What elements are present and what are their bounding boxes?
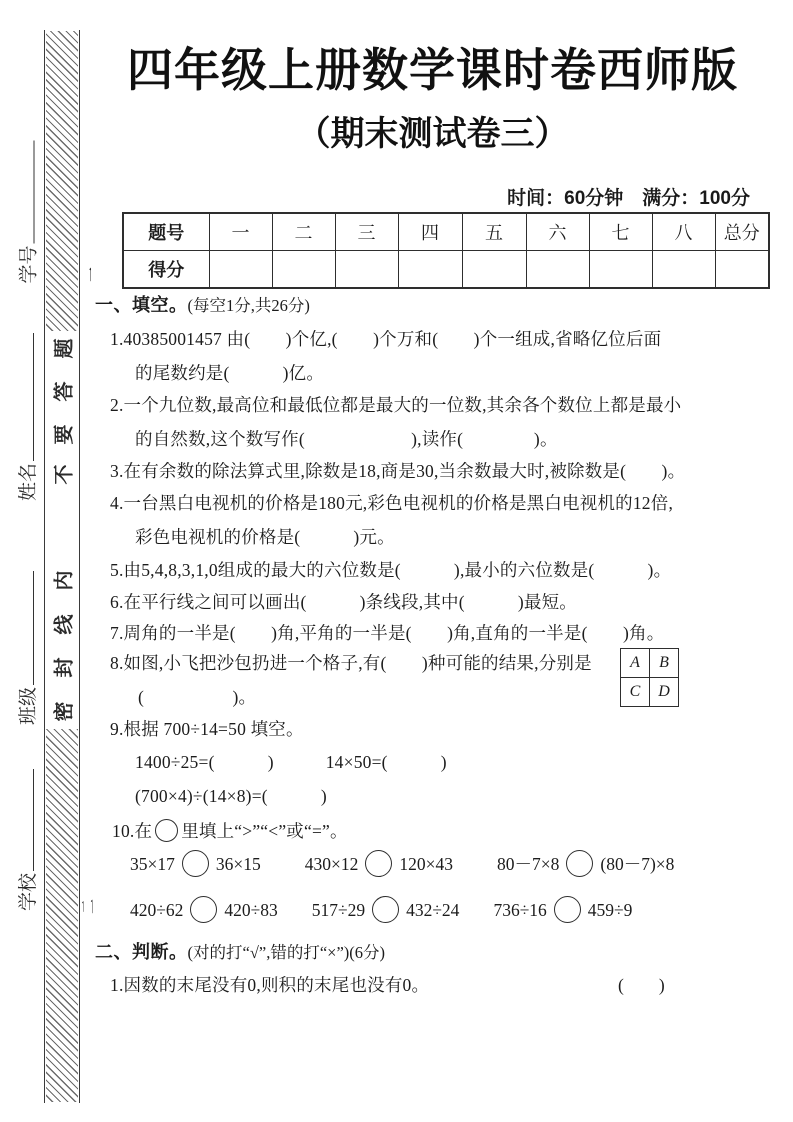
judgment-question-1: 1.因数的末尾没有0,则积的末尾也没有0。 — [110, 975, 430, 995]
compare-pair — [130, 896, 278, 923]
compare-left: 35×17 — [130, 854, 175, 874]
compare-right: 120×43 — [399, 854, 453, 874]
question-1-line-1: 1.40385001457 由( )个亿,( )个万和( )个一组成,省略亿位后面 — [110, 329, 662, 349]
compare-pair — [305, 850, 453, 877]
seal-char: 要 — [53, 424, 76, 445]
grid-cell-b: B — [650, 649, 679, 678]
score-table-header-row — [123, 213, 769, 251]
compare-left: 420÷62 — [130, 900, 184, 920]
score-table-score-row — [123, 251, 769, 289]
score-cell[interactable] — [715, 251, 769, 289]
section-1-heading-note: (每空1分,共26分) — [187, 296, 310, 315]
student-id-blank-line[interactable] — [19, 140, 34, 243]
score-table-header-cell: 七 — [589, 213, 652, 251]
section-2-heading-title: 二、判断。 — [95, 942, 188, 962]
school-blank-line[interactable] — [19, 769, 34, 871]
score-cell[interactable] — [462, 251, 526, 289]
student-name-text: 姓名 — [17, 462, 39, 501]
compare-pair — [493, 896, 632, 923]
seal-line-right — [79, 30, 80, 1103]
question-4-line-1: 4.一台黑白电视机的价格是180元,彩色电视机的价格是黑白电视机的12倍, — [110, 493, 674, 513]
section-2-heading-note: (对的打“√”,错的打“×”)(6分) — [187, 943, 386, 962]
grid-cell-c: C — [621, 678, 650, 707]
question-8-line-1: 8.如图,小飞把沙包扔进一个格子,有( )种可能的结果,分别是 — [110, 653, 592, 673]
question-9-line-2 — [135, 749, 447, 774]
class-label — [15, 569, 37, 725]
question-10-prefix: 10.在 — [112, 821, 153, 841]
fold-marker-two: 二 — [81, 898, 98, 915]
compare-right: 432÷24 — [406, 900, 460, 920]
seal-hatch-bottom — [46, 729, 78, 1102]
compare-right: (80－7)×8 — [600, 854, 675, 874]
student-id-label — [16, 139, 38, 284]
score-cell[interactable] — [589, 251, 652, 289]
compare-right: 36×15 — [215, 854, 261, 874]
compare-right: 420÷83 — [224, 900, 278, 920]
school-label — [15, 767, 37, 911]
seal-line-left — [44, 30, 45, 1103]
score-table-header-cell: 五 — [462, 213, 526, 251]
score-table — [122, 212, 770, 289]
score-table-header-cell: 三 — [335, 213, 398, 251]
question-5-line: 5.由5,4,8,3,1,0组成的最大的六位数是( ),最小的六位数是( )。 — [110, 560, 672, 580]
score-cell[interactable] — [335, 251, 398, 289]
exam-title: 四年级上册数学课时卷西师版 — [127, 44, 738, 96]
score-table-header-cell: 二 — [272, 213, 335, 251]
student-id-text: 学号 — [18, 245, 39, 284]
judgment-question-1-answer-blank[interactable]: ( ) — [618, 975, 665, 995]
score-table-header-cell: 总分 — [715, 213, 769, 251]
comparison-circle[interactable] — [566, 850, 593, 877]
compare-circle-example — [155, 819, 178, 842]
question-9-line-1: 9.根据 700÷14=50 填空。 — [110, 719, 304, 739]
seal-hatch-top — [46, 31, 78, 331]
student-name-blank-line[interactable] — [19, 333, 34, 461]
question-10-compare-row-2 — [130, 896, 632, 923]
section-1-heading — [95, 291, 310, 317]
comparison-circle[interactable] — [182, 850, 209, 877]
question-8-line-2: ( )。 — [138, 687, 257, 707]
seal-char: 封 — [53, 657, 76, 678]
seal-char: 内 — [53, 570, 76, 591]
question-10-compare-row-1 — [130, 850, 674, 877]
school-text: 学校 — [17, 872, 39, 911]
compare-pair — [312, 896, 460, 923]
exam-subtitle: （期末测试卷三） — [296, 115, 569, 153]
compare-pair — [130, 850, 261, 877]
question-7-line: 7.周角的一半是( )角,平角的一半是( )角,直角的一半是( )角。 — [110, 623, 665, 643]
question-8-answer-grid — [620, 648, 679, 707]
student-name-label — [15, 331, 37, 501]
exam-time-score-info: 时间：60分钟 满分：100分 — [507, 188, 750, 209]
class-blank-line[interactable] — [19, 571, 34, 685]
grid-cell-a: A — [621, 649, 650, 678]
comparison-circle[interactable] — [190, 896, 217, 923]
compare-left: 517÷29 — [311, 900, 366, 920]
seal-char: 密 — [53, 701, 76, 722]
question-4-line-2: 彩色电视机的价格是( )元。 — [135, 527, 395, 547]
score-cell[interactable] — [272, 251, 335, 289]
score-table-header-cell: 一 — [209, 213, 272, 251]
question-9-expr-2: 14×50=( ) — [325, 752, 447, 772]
question-10-suffix: 里填上“>”“<”或“=”。 — [181, 821, 348, 841]
compare-left: 80－7×8 — [497, 854, 560, 874]
section-1-heading-title: 一、填空。 — [95, 295, 188, 315]
comparison-circle[interactable] — [365, 850, 392, 877]
question-2-line-1: 2.一个九位数,最高位和最低位都是最大的一位数,其余各个数位上都是最小 — [110, 395, 682, 415]
seal-char: 线 — [53, 614, 76, 635]
score-row-label: 得分 — [123, 251, 209, 289]
score-cell[interactable] — [398, 251, 462, 289]
comparison-circle[interactable] — [554, 896, 581, 923]
question-3-line: 3.在有余数的除法算式里,除数是18,商是30,当余数最大时,被除数是( )。 — [110, 461, 686, 481]
compare-left: 430×12 — [304, 854, 359, 874]
question-2-line-2: 的自然数,这个数写作( ),读作( )。 — [135, 429, 558, 449]
score-table-header-cell: 四 — [398, 213, 462, 251]
class-text: 班级 — [17, 686, 39, 725]
seal-char: 答 — [53, 381, 76, 402]
compare-pair — [497, 850, 674, 877]
score-table-header-cell: 六 — [526, 213, 589, 251]
question-9-line-3: (700×4)÷(14×8)=( ) — [135, 786, 327, 806]
question-6-line: 6.在平行线之间可以画出( )条线段,其中( )最短。 — [110, 592, 578, 612]
compare-left: 736÷16 — [493, 900, 547, 920]
question-10-line-1 — [112, 818, 348, 843]
score-cell[interactable] — [526, 251, 589, 289]
question-9-expr-1: 1400÷25=( ) — [135, 752, 274, 772]
score-cell[interactable] — [652, 251, 715, 289]
grid-cell-d: D — [650, 678, 679, 707]
score-cell[interactable] — [209, 251, 272, 289]
compare-right: 459÷9 — [587, 900, 633, 920]
score-table-header-cell: 题号 — [123, 213, 209, 251]
score-table-header-cell: 八 — [652, 213, 715, 251]
section-2-heading — [95, 938, 385, 964]
seal-char: 不 — [53, 464, 76, 485]
fold-marker-one: 一 — [85, 266, 102, 283]
comparison-circle[interactable] — [372, 896, 399, 923]
question-1-line-2: 的尾数约是( )亿。 — [135, 363, 325, 383]
seal-char: 题 — [53, 338, 76, 359]
